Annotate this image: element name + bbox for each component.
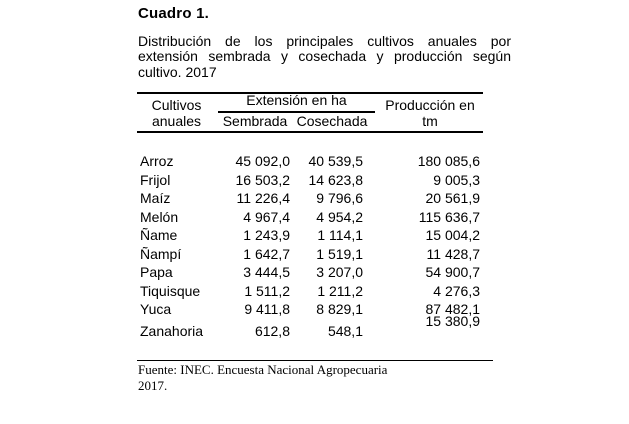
cell-sembrada: 9 411,8 xyxy=(244,301,290,317)
caption-line-1: Distribución de los principales cultivos anuales por xyxy=(138,33,511,49)
cell-cosechada: 1 519,1 xyxy=(316,245,363,262)
cell-crop-name: Yuca xyxy=(140,301,172,317)
cell-crop-name: Melón xyxy=(140,208,179,225)
cell-crop-name: Frijol xyxy=(140,171,171,188)
header-sembrada: Sembrada xyxy=(222,113,288,129)
table-row-maiz xyxy=(137,189,483,208)
cell-crop-name: Ñame xyxy=(140,227,178,243)
header-produccion: Producción en xyxy=(385,97,475,113)
table-row-melon xyxy=(137,208,483,227)
cell-cosechada: 9 796,6 xyxy=(316,190,363,206)
header-cultivos: Cultivos xyxy=(151,97,202,113)
cell-sembrada: 3 444,5 xyxy=(243,264,290,280)
cell-sembrada: 16 503,2 xyxy=(235,171,290,188)
cell-sembrada: 1 511,2 xyxy=(244,282,290,299)
table-row-arroz xyxy=(137,152,483,171)
table-row-frijol xyxy=(137,171,483,190)
table-row-papa xyxy=(137,263,483,282)
table-row-zanahoria xyxy=(137,322,483,341)
cell-produccion: 15 004,2 xyxy=(425,227,480,243)
table-row-nampi xyxy=(137,245,483,264)
cell-crop-name: Papa xyxy=(140,264,173,280)
cell-cosechada: 8 829,1 xyxy=(316,301,363,317)
table-caption xyxy=(138,34,511,80)
cell-sembrada: 45 092,0 xyxy=(235,153,290,169)
cell-produccion-zanahoria: 15 380,9 xyxy=(425,312,480,329)
cell-sembrada: 11 226,4 xyxy=(236,190,290,206)
table-number-title: Cuadro 1. xyxy=(138,5,209,22)
cell-crop-name: Ñampí xyxy=(140,245,182,262)
cell-sembrada: 1 243,9 xyxy=(243,227,290,243)
source-line-1: Fuente: INEC. Encuesta Nacional Agropecuaria xyxy=(138,362,388,377)
table-row-name xyxy=(137,226,483,245)
cell-produccion-empty xyxy=(363,322,483,341)
header-produccion-unit: tm xyxy=(422,113,438,129)
cell-cosechada: 4 954,2 xyxy=(316,208,363,225)
extension-spanner-rule xyxy=(218,111,375,113)
cell-sembrada: 612,8 xyxy=(254,322,290,339)
cell-cosechada: 1 114,1 xyxy=(317,227,363,243)
footer-rule xyxy=(137,360,493,361)
cell-cosechada: 40 539,5 xyxy=(308,153,363,169)
cell-crop-name: Tiquisque xyxy=(140,282,201,299)
header-extension-group: Extensión en ha xyxy=(246,92,347,108)
caption-line-2: extensión sembrada y cosechada y producción según xyxy=(138,48,511,65)
cell-sembrada: 1 642,7 xyxy=(243,245,290,262)
cell-crop-name: Maíz xyxy=(140,190,171,206)
header-cosechada: Cosechada xyxy=(296,113,368,129)
cell-produccion: 180 085,6 xyxy=(417,153,480,169)
cell-produccion: 20 561,9 xyxy=(425,190,480,206)
cell-cosechada: 548,1 xyxy=(327,322,363,339)
cell-cosechada: 1 211,2 xyxy=(317,282,363,299)
cell-sembrada: 4 967,4 xyxy=(243,208,290,225)
cell-produccion: 11 428,7 xyxy=(426,245,480,262)
cell-produccion: 115 636,7 xyxy=(418,208,480,225)
cell-produccion: 4 276,3 xyxy=(433,282,480,299)
caption-line-3: cultivo. 2017 xyxy=(138,63,217,80)
cell-cosechada: 3 207,0 xyxy=(316,264,363,280)
table-row-tiquisque xyxy=(137,282,483,301)
source-note xyxy=(138,362,387,394)
source-line-2: 2017. xyxy=(138,378,168,393)
header-bottom-rule xyxy=(137,131,483,133)
cell-produccion: 9 005,3 xyxy=(433,171,480,188)
cell-crop-name: Zanahoria xyxy=(140,322,204,339)
cell-produccion: 87 482,1 xyxy=(425,301,480,317)
cell-produccion: 54 900,7 xyxy=(425,264,480,280)
cell-crop-name: Arroz xyxy=(140,153,174,169)
cell-cosechada: 14 623,8 xyxy=(308,171,363,188)
header-anuales: anuales xyxy=(151,113,202,129)
